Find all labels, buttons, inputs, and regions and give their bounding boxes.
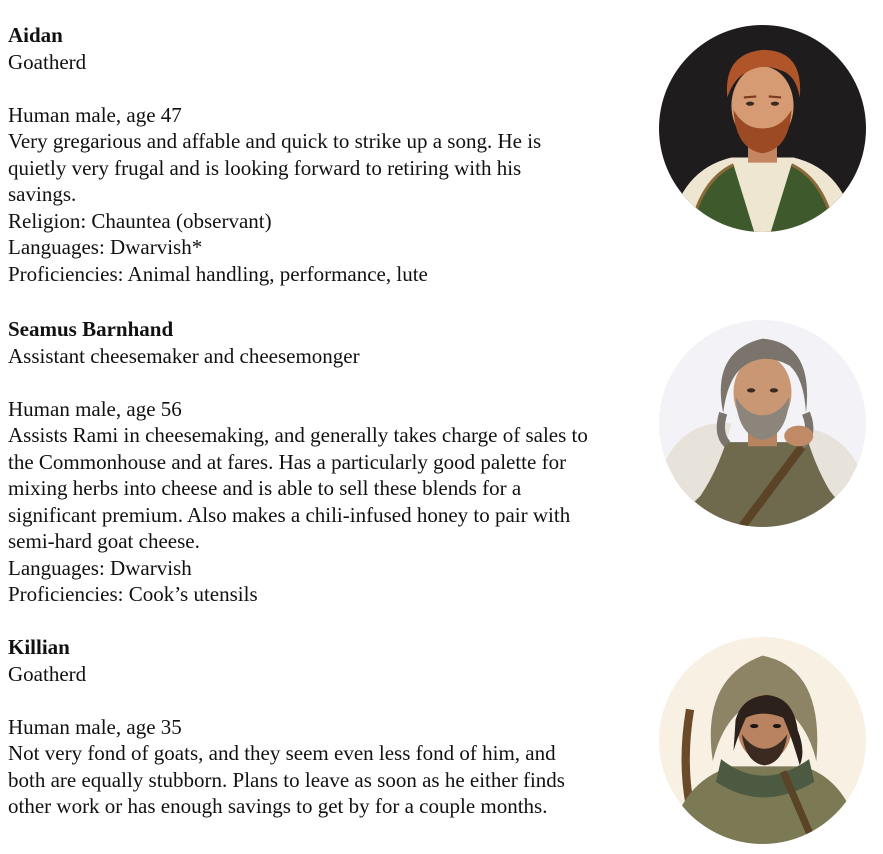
character-languages: Languages: Dwarvish xyxy=(8,555,192,580)
character-proficiencies: Proficiencies: Cook’s utensils xyxy=(8,582,258,606)
portrait-killian xyxy=(659,637,866,844)
portrait-seamus xyxy=(659,320,866,527)
red-haired-man-portrait-icon xyxy=(659,25,866,232)
character-religion: Religion: Chauntea (observant) xyxy=(8,208,272,233)
character-description-line: significant premium. Also makes a chili-infused honey to pair with xyxy=(8,502,571,527)
character-description-line: mixing herbs into cheese and is able to sell these blends for a xyxy=(8,476,522,500)
character-description-line: the Commonhouse and at fares. Has a particularly good palette for xyxy=(8,449,567,474)
character-role: Assistant cheesemaker and cheesemonger xyxy=(8,343,360,368)
character-entry-seamus xyxy=(8,316,648,608)
character-name: Seamus Barnhand xyxy=(8,317,174,341)
character-languages: Languages: Dwarvish* xyxy=(8,235,203,259)
character-description-line: semi-hard goat cheese. xyxy=(8,529,200,553)
character-description-line: Very gregarious and affable and quick to strike up a song. He is xyxy=(8,129,542,153)
portrait-aidan xyxy=(659,25,866,232)
character-description-line: Not very fond of goats, and they seem even less fond of him, and xyxy=(8,741,556,765)
character-role: Goatherd xyxy=(8,49,87,74)
character-description-line: Assists Rami in cheesemaking, and generally takes charge of sales to xyxy=(8,423,588,447)
character-description-line: other work or has enough savings to get by for a couple months. xyxy=(8,794,548,818)
character-description-line: quietly very frugal and is looking forward to retiring with his xyxy=(8,155,522,180)
character-entry-killian xyxy=(8,634,648,820)
character-role: Goatherd xyxy=(8,661,87,686)
character-entry-aidan xyxy=(8,22,648,287)
character-description-line: savings. xyxy=(8,182,77,206)
gray-haired-man-portrait-icon xyxy=(659,320,866,527)
character-description-line: both are equally stubborn. Plans to leave as soon as he either finds xyxy=(8,767,565,792)
character-name: Killian xyxy=(8,635,70,659)
spacer xyxy=(8,75,648,102)
spacer xyxy=(8,369,648,396)
character-race-age: Human male, age 47 xyxy=(8,102,182,127)
character-race-age: Human male, age 35 xyxy=(8,714,182,739)
spacer xyxy=(8,687,648,714)
character-name: Aidan xyxy=(8,23,63,47)
character-race-age: Human male, age 56 xyxy=(8,396,182,421)
character-proficiencies: Proficiencies: Animal handling, performance, lute xyxy=(8,261,428,286)
hooded-man-portrait-icon xyxy=(659,637,866,844)
